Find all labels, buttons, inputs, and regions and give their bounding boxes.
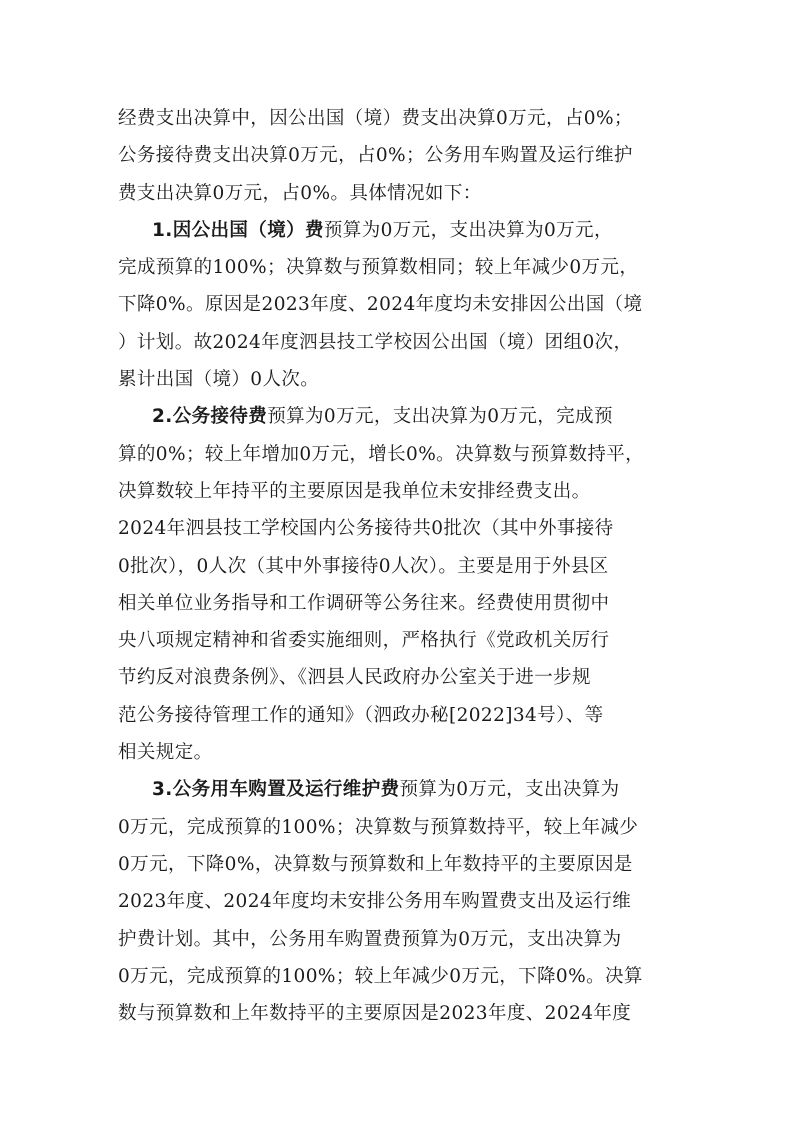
section-heading-overseas-travel: 1.因公出国（境）费: [152, 219, 324, 241]
section-heading-official-vehicles: 3.公务用车购置及运行维护费: [152, 779, 400, 801]
paragraph-official-vehicles: [118, 771, 684, 1032]
text-line: 护费计划。其中，公务用车购置费预算为0万元，支出决算为: [118, 928, 622, 950]
text-line: 经费支出决算中，因公出国（境）费支出决算0万元，占0%；: [118, 108, 633, 129]
text-line: [118, 212, 684, 249]
section-heading-reception: 2.公务接待费: [152, 406, 268, 428]
paragraph-overseas-travel: [118, 212, 684, 398]
text-line: 决算数较上年持平的主要原因是我单位未安排经费支出。: [118, 480, 591, 502]
text-line: 范公务接待管理工作的通知》（泗政办秘[2022]34号）、等: [118, 704, 604, 726]
text-line: 节约反对浪费条例》、《泗县人民政府办公室关于进一步规: [118, 667, 591, 689]
text-line: 0万元，下降0%，决算数与预算数和上年数持平的主要原因是: [118, 853, 633, 875]
text-line: 0批次），0人次（其中外事接待0人次）。主要是用于外县区: [118, 555, 609, 577]
text-line: [118, 398, 684, 435]
document-body: [118, 100, 684, 1032]
text-line: 央八项规定精神和省委实施细则，严格执行《党政机关厉行: [118, 630, 610, 652]
text-line: 完成预算的100%；决算数与预算数相同；较上年减少0万元，: [118, 257, 639, 279]
text-line: 2023年度、2024年度均未安排公务用车购置费支出及运行维: [118, 891, 632, 913]
text-line: 算的0%；较上年增加0万元，增长0%。决算数与预算数持平，: [118, 443, 645, 465]
paragraph-reception: [118, 398, 684, 771]
text-line: 累计出国（境）0人次。: [118, 369, 320, 391]
text-line: 数与预算数和上年数持平的主要原因是2023年度、2024年度: [118, 1003, 632, 1025]
text-line: 费支出决算0万元，占0%。具体情况如下：: [118, 182, 482, 204]
text-line: 相关规定。: [118, 742, 213, 764]
text-run: 预算为0万元，支出决算为: [399, 779, 620, 801]
text-line: 公务接待费支出决算0万元，占0%；公务用车购置及运行维护: [118, 145, 633, 167]
paragraph-expense-summary: [118, 100, 684, 212]
text-run: 预算为0万元，支出决算为0万元，: [323, 219, 613, 241]
text-line: 0万元，完成预算的100%；决算数与预算数持平，较上年减少: [118, 816, 639, 838]
text-line: 下降0%。原因是2023年度、2024年度均未安排因公出国（境: [118, 294, 643, 316]
text-line: [118, 771, 684, 808]
text-line: 2024年泗县技工学校国内公务接待共0批次（其中外事接待: [118, 518, 614, 540]
text-line: ）计划。故2024年度泗县技工学校因公出国（境）团组0次，: [118, 331, 633, 353]
text-run: 预算为0万元，支出决算为0万元，完成预: [267, 406, 613, 428]
text-line: 相关单位业务指导和工作调研等公务往来。经费使用贯彻中: [118, 592, 610, 614]
text-line: 0万元，完成预算的100%；较上年减少0万元，下降0%。决算: [118, 965, 643, 987]
